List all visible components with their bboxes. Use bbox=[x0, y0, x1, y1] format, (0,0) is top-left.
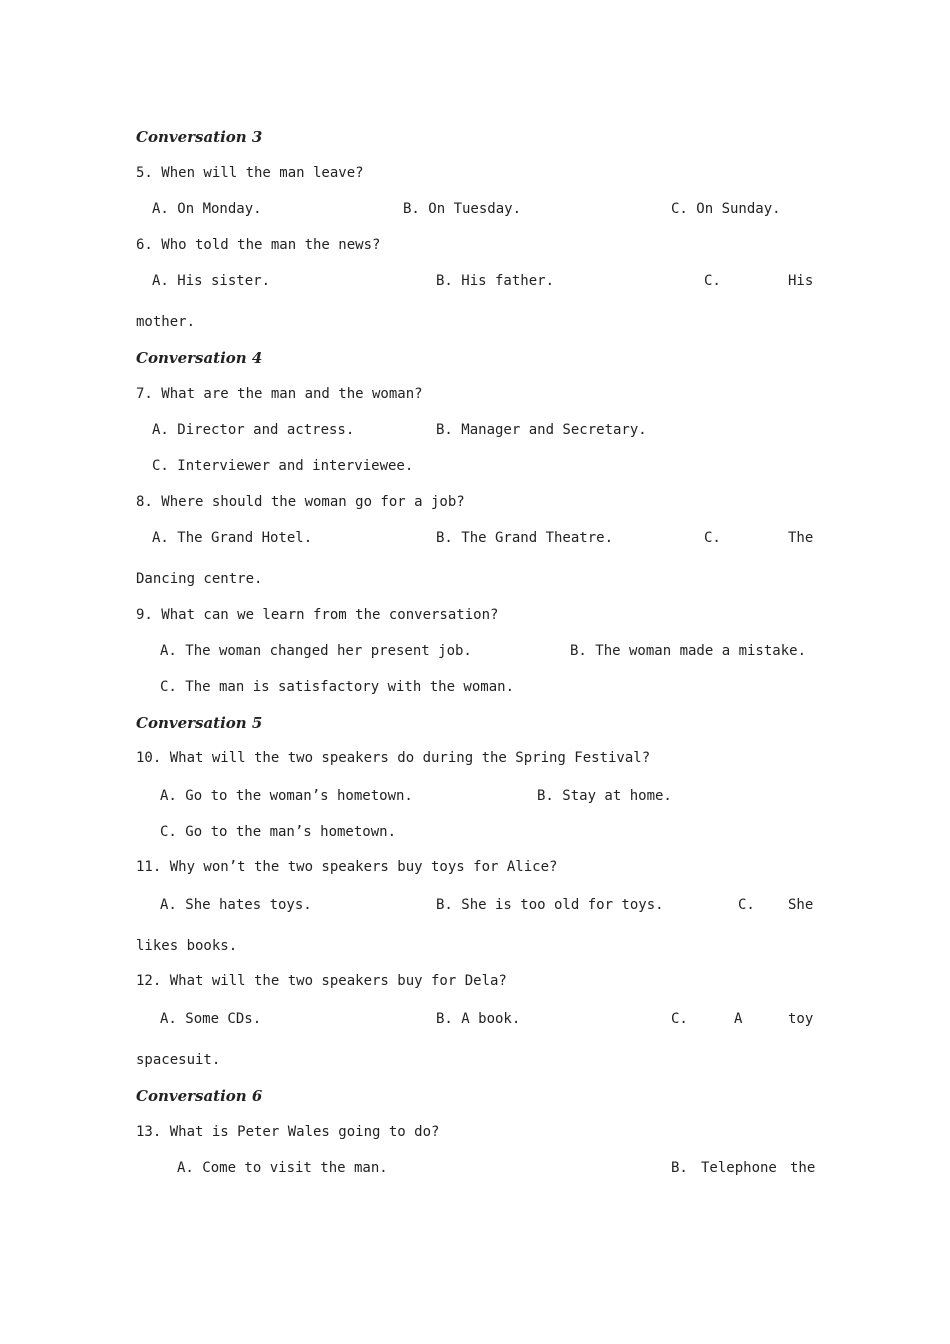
q9-option-b: B. The woman made a mistake. bbox=[570, 643, 807, 659]
q6-option-c-continuation: mother. bbox=[136, 314, 196, 330]
q6-option-a: A. His sister. bbox=[152, 273, 271, 289]
q7-option-a: A. Director and actress. bbox=[152, 422, 355, 438]
q8-option-c-continuation: Dancing centre. bbox=[136, 571, 263, 587]
q11-option-a: A. She hates toys. bbox=[160, 897, 312, 913]
q11-option-b: B. She is too old for toys. bbox=[436, 897, 664, 913]
question-10: 10. What will the two speakers do during the Spring Festival? bbox=[136, 750, 651, 766]
q9-option-a: A. The woman changed her present job. bbox=[160, 643, 472, 659]
q10-option-b: B. Stay at home. bbox=[537, 788, 672, 804]
q6-option-c-word: His bbox=[788, 273, 814, 289]
q12-option-c-label: C. bbox=[671, 1011, 688, 1027]
question-11: 11. Why won’t the two speakers buy toys for Alice? bbox=[136, 859, 558, 875]
q12-option-c-continuation: spacesuit. bbox=[136, 1052, 221, 1068]
question-8: 8. Where should the woman go for a job? bbox=[136, 494, 465, 510]
q8-option-a: A. The Grand Hotel. bbox=[152, 530, 313, 546]
question-9: 9. What can we learn from the conversation? bbox=[136, 607, 499, 623]
q7-option-b: B. Manager and Secretary. bbox=[436, 422, 647, 438]
q8-option-b: B. The Grand Theatre. bbox=[436, 530, 614, 546]
q5-option-b: B. On Tuesday. bbox=[403, 201, 522, 217]
q8-option-c-label: C. bbox=[704, 530, 721, 546]
q9-option-c: C. The man is satisfactory with the woman. bbox=[160, 679, 515, 695]
q11-option-c-continuation: likes books. bbox=[136, 938, 238, 954]
q8-option-c-word: The bbox=[788, 530, 814, 546]
section-heading-conversation-6: Conversation 6 bbox=[136, 1087, 263, 1105]
q12-option-a: A. Some CDs. bbox=[160, 1011, 262, 1027]
q13-option-b-word-1: Telephone bbox=[701, 1160, 777, 1176]
section-heading-conversation-4: Conversation 4 bbox=[136, 349, 263, 367]
q13-option-b-word-2: the bbox=[790, 1160, 816, 1176]
question-5: 5. When will the man leave? bbox=[136, 165, 364, 181]
q6-option-c-label: C. bbox=[704, 273, 721, 289]
q10-option-c: C. Go to the man’s hometown. bbox=[160, 824, 397, 840]
question-12: 12. What will the two speakers buy for Dela? bbox=[136, 973, 507, 989]
q11-option-c-word: She bbox=[788, 897, 814, 913]
question-7: 7. What are the man and the woman? bbox=[136, 386, 423, 402]
q13-option-b-label: B. bbox=[671, 1160, 688, 1176]
section-heading-conversation-3: Conversation 3 bbox=[136, 128, 263, 146]
q12-option-b: B. A book. bbox=[436, 1011, 521, 1027]
question-6: 6. Who told the man the news? bbox=[136, 237, 381, 253]
q10-option-a: A. Go to the woman’s hometown. bbox=[160, 788, 413, 804]
q12-option-c-word-1: A bbox=[734, 1011, 743, 1027]
q6-option-b: B. His father. bbox=[436, 273, 555, 289]
q5-option-a: A. On Monday. bbox=[152, 201, 262, 217]
section-heading-conversation-5: Conversation 5 bbox=[136, 714, 263, 732]
question-13: 13. What is Peter Wales going to do? bbox=[136, 1124, 440, 1140]
q12-option-c-word-2: toy bbox=[788, 1011, 814, 1027]
q5-option-c: C. On Sunday. bbox=[671, 201, 781, 217]
q7-option-c: C. Interviewer and interviewee. bbox=[152, 458, 414, 474]
q13-option-a: A. Come to visit the man. bbox=[177, 1160, 388, 1176]
q11-option-c-label: C. bbox=[738, 897, 755, 913]
